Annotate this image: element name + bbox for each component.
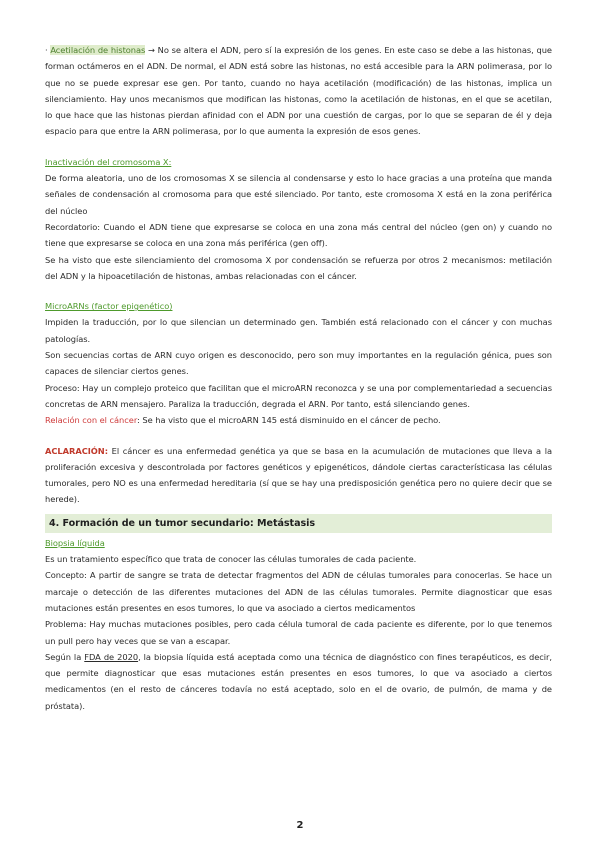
section-4-header: 4. Formación de un tumor secundario: Metástasis [45,514,552,533]
biopsia-liquida-title: Biopsia líquida [45,537,105,548]
biopsia-para1: Es un tratamiento específico que trata de conocer las células tumorales de cada paciente. [45,554,417,565]
biopsia-para2: Concepto: A partir de sangre se trata de detectar fragmentos del ADN de células tumorales para conocerlas. Se hace un marcaje o detección de las diferentes mutaciones del ADN de las células tumorales. Permite diagnosticar que esas mutaciones están presentes en esos tumores, lo que va asociado a ciertos medicamentos [45,570,552,613]
inactivacion-x-para2: Recordatorio: Cuando el ADN tiene que expresarse se coloca en una zona más central del núcleo (gen on) y cuando no tiene que expresarse se coloca en una zona más periférica (gen off). [45,221,552,249]
fda-2020-link: FDA de 2020 [84,651,139,662]
relacion-cancer-text: : Se ha visto que el microARN 145 está disminuido en el cáncer de pecho. [137,415,441,426]
page-number: 2 [296,820,304,831]
microarns-relacion [45,412,552,428]
biopsia-para4 [45,649,552,714]
acetilacion-highlight: Acetilación de histonas [50,45,146,55]
aclaracion-label: ACLARACIÓN: [45,445,108,456]
relacion-cancer-label: Relación con el cáncer [45,415,138,426]
inactivacion-x-para1: De forma aleatoria, uno de los cromosomas X se silencia al condensarse y esto lo hace gracias a una proteína que manda señales de condensación al cromosoma para que esté silenciado. Por tanto, este cromosoma X está en la zona periférica del núcleo [45,173,552,216]
acetilacion-text: → No se altera el ADN, pero sí la expresión de los genes. En este caso se debe a las histonas, que forman octámeros en el ADN. De normal, el ADN está sobre las histonas, no está accesible para la ARN polimerasa, por lo que no se puede expresar ese gen. Por tanto, cuando no haya acetilación (modificación) de las histonas, implica un silenciamiento. Hay unos mecanismos que modifican las histonas, como la acetilación de histonas, en el que se acetilan, lo que hace que las histonas pierdan afinidad con el ADN por una cuestión de cargas, por lo que se separan de él y deja espacio para que entre la ARN polimerasa, por lo que aumenta la expresión de esos genes. [45,45,552,137]
microarns-para3: Proceso: Hay un complejo proteico que facilitan que el microARN reconozca y se una por complementariedad a secuencias concretas de ARN mensajero. Paraliza la traducción, degrada el ARN. Por tanto, está silenciando genes. [45,382,552,409]
bullet: · [45,45,51,55]
acetilacion-paragraph [45,42,552,140]
inactivacion-x-para3: Se ha visto que este silenciamiento del cromosoma X por condensación se refuerza por otros 2 mecanismos: metilación del ADN y la hipoacetilación de histonas, ambas relacionadas con el cáncer. [45,254,552,281]
aclaracion-paragraph [45,443,552,508]
page-content [45,42,552,714]
inactivacion-x-title: Inactivación del cromosoma X: [45,156,172,167]
microarns-para2: Son secuencias cortas de ARN cuyo origen es desconocido, pero son muy importantes en la regulación génica, pues son capaces de silenciar ciertos genes. [45,350,552,377]
aclaracion-text: El cáncer es una enfermedad genética ya que se basa en la acumulación de mutaciones que lleva a la proliferación excesiva y descontrolada por factores genéticos y epigenéticos, dándole ciertas característicasa las células tumorales, pero NO es una enfermedad hereditaria (sí que se hay una predisposición genética pero no quiere decir que se herede). [45,445,552,505]
microarns-para1: Impiden la traducción, por lo que silencian un determinado gen. También está relacionado con el cáncer y con muchas patologías. [45,317,552,344]
microarns-title: MicroARNs (factor epigenético) [45,301,173,312]
para4-pre: Según la [45,651,85,662]
biopsia-para3: Problema: Hay muchas mutaciones posibles, pero cada célula tumoral de cada paciente es diferente, por lo que tenemos un pull pero hay veces que se van a escapar. [45,619,552,646]
para4-post: , la biopsia líquida está aceptada como una técnica de diagnóstico con fines terapéuticos, es decir, que permite diagnosticar que esas mutaciones están presentes en esos tumores, lo que va asociado a ciertos medicamentos (en el resto de cánceres todavía no está aceptado, solo en el de ovario, de pulmón, de mama y de próstata). [45,651,553,711]
